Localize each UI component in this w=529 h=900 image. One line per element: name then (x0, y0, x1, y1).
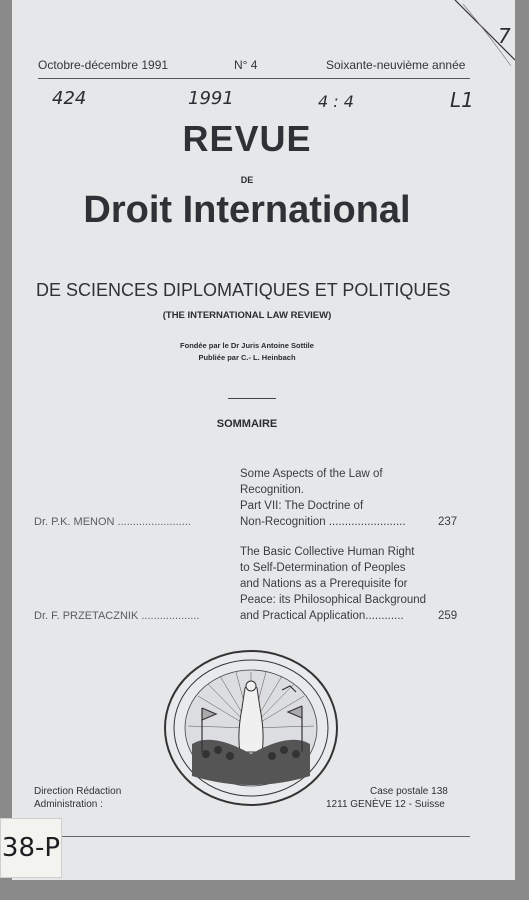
handwritten-number-left: 424 (52, 88, 87, 109)
journal-cover (12, 0, 515, 880)
toc-1-author: Dr. P.K. MENON ........................ (34, 516, 191, 528)
handwritten-mark-right: L1 (450, 88, 474, 112)
title-main: Droit International (83, 189, 411, 231)
footer-address: 1211 GENÈVE 12 - Suisse (326, 799, 445, 810)
toc-2-line-3: and Nations as a Prerequisite for (240, 578, 408, 590)
issue-year: Soixante-neuvième année (326, 58, 466, 72)
footer-postbox: Case postale 138 (370, 786, 448, 797)
founder-line: Fondée par le Dr Juris Antoine Sottile (180, 341, 314, 350)
handwritten-corner-number: 7 (498, 24, 511, 48)
toc-2-author: Dr. F. PRZETACZNIK ................... (34, 610, 200, 622)
title-de: DE (240, 175, 254, 185)
toc-1-page: 237 (438, 516, 458, 528)
toc-1-line-2: Recognition. (240, 484, 304, 496)
handwritten-issue: 4 : 4 (318, 92, 354, 111)
section-divider (228, 398, 276, 399)
header-divider (38, 78, 470, 79)
title-revue: REVUE (182, 118, 312, 159)
issue-date: Octobre-décembre 1991 (38, 58, 169, 72)
footer-direction: Direction Rédaction (34, 786, 122, 797)
toc-2-line-4: Peace: its Philosophical Background (240, 594, 427, 606)
toc-1-line-3: Part VII: The Doctrine of (240, 500, 364, 512)
handwritten-year: 1991 (188, 88, 234, 109)
english-subtitle: (THE INTERNATIONAL LAW REVIEW) (162, 310, 332, 321)
footer-divider (38, 836, 470, 837)
toc-2-page: 259 (438, 610, 458, 622)
journal-seal-emblem (162, 648, 340, 808)
publisher-line: Publiée par C.- L. Heinbach (198, 353, 296, 362)
subtitle: DE SCIENCES DIPLOMATIQUES ET POLITIQUES (36, 280, 451, 300)
sommaire-heading: SOMMAIRE (216, 418, 278, 430)
issue-number: N° 4 (234, 58, 258, 72)
toc-1-line-4: Non-Recognition ........................ (240, 516, 406, 528)
toc-2-line-1: The Basic Collective Human Right (240, 546, 415, 558)
library-shelf-label: 38-P (0, 818, 62, 878)
footer-administration: Administration : (34, 799, 103, 810)
toc-1-line-1: Some Aspects of the Law of (240, 468, 383, 480)
toc-2-line-5: and Practical Application............ (240, 610, 404, 622)
toc-2-line-2: to Self-Determination of Peoples (240, 562, 406, 574)
